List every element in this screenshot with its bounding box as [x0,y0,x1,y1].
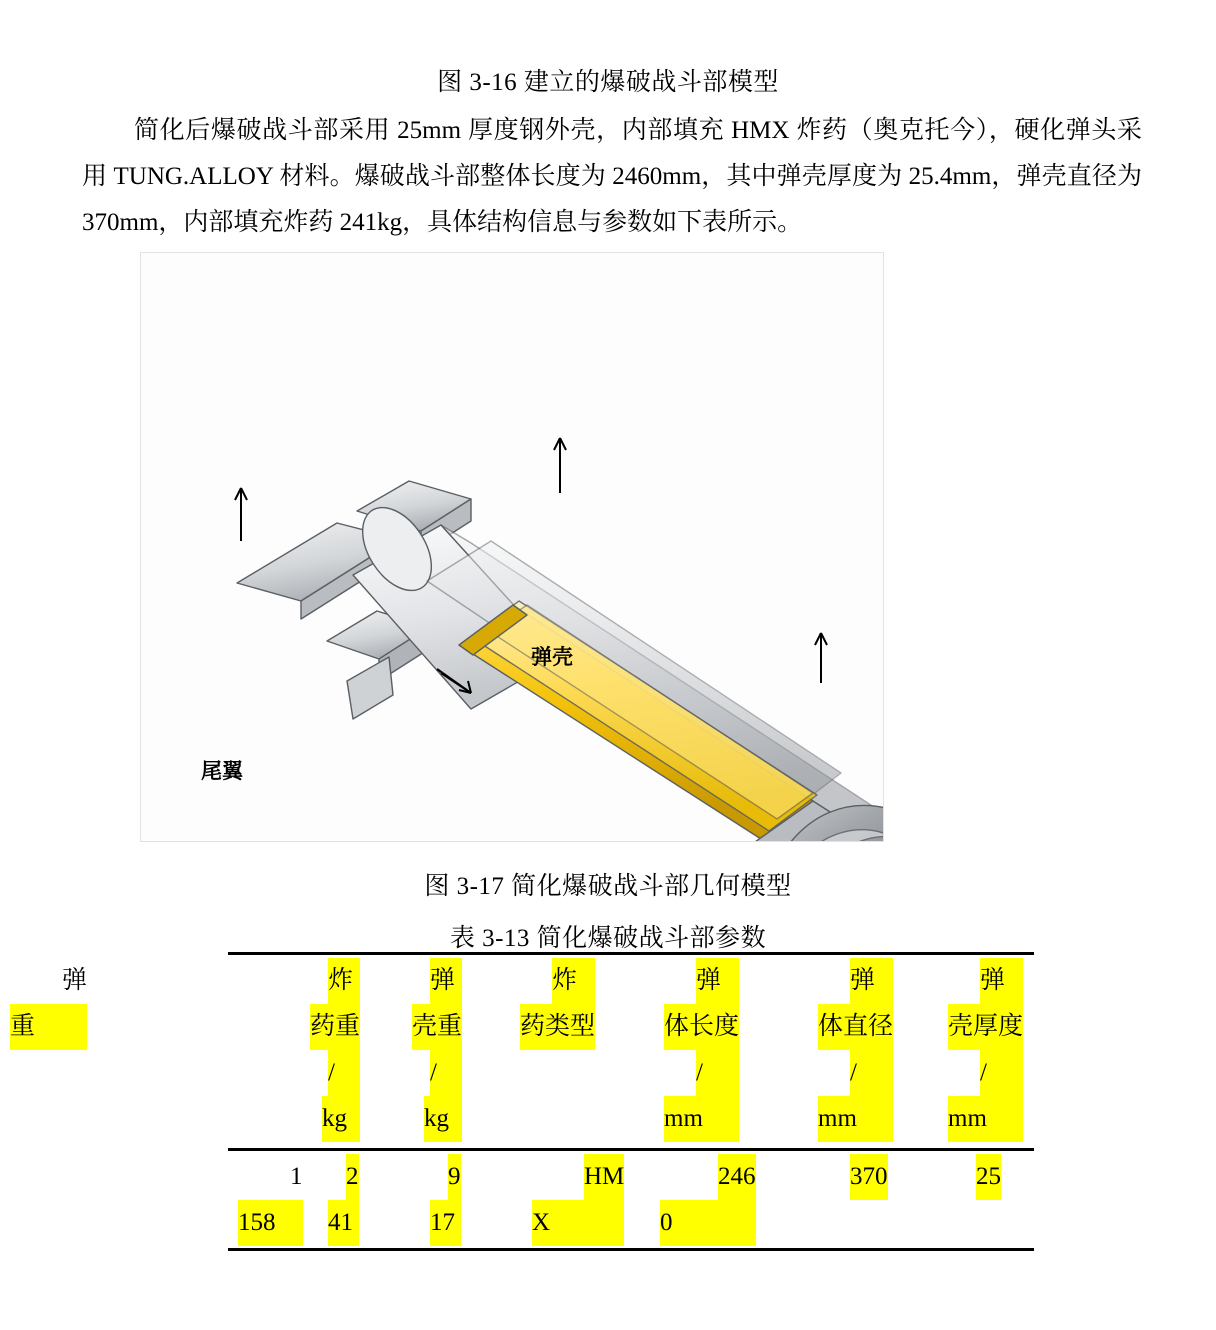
figure-label-fins: 尾翼 [201,760,243,783]
table-value-col-5: 370 [850,1154,888,1200]
table-value-col-2: 9 17 [430,1154,461,1246]
warhead-figure [140,252,884,842]
table-rule-bottom [228,1248,1034,1251]
table-header-col-5: 弹 体直径 / mm [818,958,893,1142]
table-rule-middle [228,1148,1034,1151]
table-header-col-1: 炸 药重 / kg [310,958,360,1142]
table-header-col-4: 弹 体长度 / mm [664,958,739,1142]
body-paragraph: 简化后爆破战斗部采用 25mm 厚度钢外壳，内部填充 HMX 炸药（奥克托今），硬化弹头采用 TUNG.ALLOY 材料。爆破战斗部整体长度为 2460mm，其中弹壳厚度为 25.4mm，弹壳直径为 370mm，内部填充炸药 241kg，具体结构信息与参数如下表所示。 [82,117,1142,236]
table-value-col-3: HM X [532,1154,624,1246]
table-value-col-0: 1 158 [238,1154,303,1246]
table-header-col-0: 弹 重 [10,958,87,1050]
table-3-13-caption: 表 3-13 简化爆破战斗部参数 [449,925,767,952]
table-value-col-1: 2 41 [328,1154,359,1246]
table-value-col-4: 246 0 [660,1154,756,1246]
explosive-specular [489,605,813,819]
figure-3-16-caption: 图 3-16 建立的爆破战斗部模型 [437,69,779,96]
table-rule-top [228,952,1034,955]
table-header-col-3: 炸 药类型 [520,958,595,1050]
table-value-col-6: 25 [976,1154,1001,1200]
warhead-illustration [141,253,883,841]
figure-3-17-caption: 图 3-17 简化爆破战斗部几何模型 [424,873,792,900]
figure-label-shell: 弹壳 [531,646,573,669]
table-header-col-2: 弹 壳重 / kg [412,958,462,1142]
table-header-col-6: 弹 壳厚度 / mm [948,958,1023,1142]
